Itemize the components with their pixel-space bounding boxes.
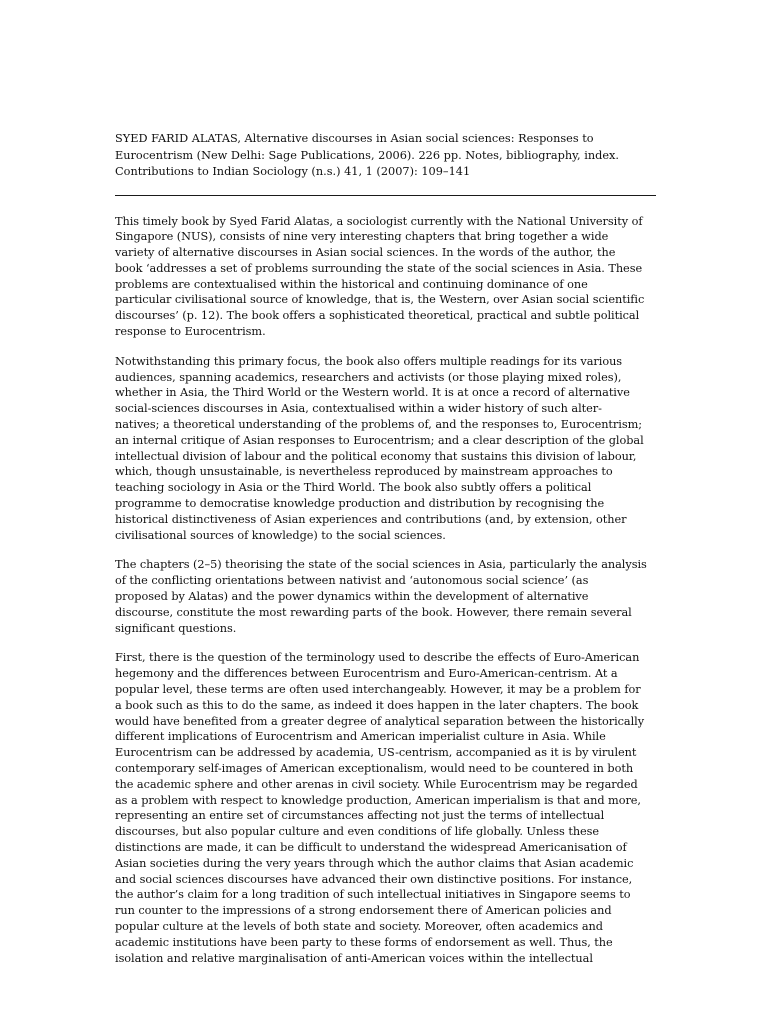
review-body [115, 214, 660, 967]
text-line: run counter to the impressions of a strong endorsement there of American policies and [115, 904, 612, 918]
text-line: discourses, but also popular culture and even conditions of life globally. Unless these [115, 825, 600, 839]
text-line: isolation and relative marginalisation of anti-American voices within the intellectual [115, 951, 593, 965]
text-line: variety of alternative discourses in Asian social sciences. In the words of the author, the [115, 246, 616, 260]
text-line: social-sciences discourses in Asia, contextualised within a wider history of such alter- [115, 402, 602, 416]
text-line: an internal critique of Asian responses to Eurocentrism; and a clear description of the global [115, 433, 644, 447]
text-line: popular culture at the levels of both state and society. Moreover, often academics and [115, 919, 603, 933]
citation-line: SYED FARID ALATAS, Alternative discourses in Asian social sciences: Responses to [115, 132, 594, 145]
text-line: as a problem with respect to knowledge production, American imperialism is that and more, [115, 793, 641, 807]
text-line: book ‘addresses a set of problems surrounding the state of the social sciences in Asia. These [115, 261, 643, 275]
review-paragraph-1 [115, 214, 660, 340]
text-line: First, there is the question of the terminology used to describe the effects of Euro-American [115, 651, 640, 665]
text-line: historical distinctiveness of Asian experiences and contributions (and, by extension, other [115, 512, 627, 526]
text-line: would have benefited from a greater degree of analytical separation between the historically [115, 714, 645, 728]
text-line: civilisational sources of knowledge) to the social sciences. [115, 528, 446, 542]
text-line: the author’s claim for a long tradition of such intellectual initiatives in Singapore seems to [115, 888, 631, 902]
text-line: discourses’ (p. 12). The book offers a sophisticated theoretical, practical and subtle political [115, 309, 640, 323]
text-line: The chapters (2–5) theorising the state of the social sciences in Asia, particularly the analysis [115, 558, 647, 572]
text-line: response to Eurocentrism. [115, 325, 266, 339]
horizontal-divider [115, 195, 656, 196]
citation-line: Eurocentrism (New Delhi: Sage Publications, 2006). 226 pp. Notes, bibliography, index. [115, 148, 619, 162]
text-line: Notwithstanding this primary focus, the book also offers multiple readings for its various [115, 354, 623, 368]
text-line: distinctions are made, it can be difficult to understand the widespread Americanisation of [115, 840, 627, 854]
text-line: which, though unsustainable, is nevertheless reproduced by mainstream approaches to [115, 465, 613, 479]
text-line: intellectual division of labour and the political economy that sustains this division of labour, [115, 449, 637, 463]
document-page [115, 131, 660, 980]
text-line: different implications of Eurocentrism and American imperialist culture in Asia. While [115, 730, 606, 744]
text-line: whether in Asia, the Third World or the Western world. It is at once a record of alternative [115, 386, 630, 400]
review-paragraph-3 [115, 557, 660, 636]
citation-line: Contributions to Indian Sociology (n.s.) 41, 1 (2007): 109–141 [115, 165, 471, 178]
text-line: contemporary self-images of American exceptionalism, would need to be countered in both [115, 762, 634, 775]
review-paragraph-4 [115, 650, 660, 966]
book-citation [115, 131, 660, 181]
text-line: and social sciences discourses have advanced their own distinctive positions. For instance, [115, 872, 633, 886]
text-line: Singapore (NUS), consists of nine very interesting chapters that bring together a wide [115, 230, 609, 244]
text-line: a book such as this to do the same, as indeed it does happen in the later chapters. The book [115, 698, 639, 712]
text-line: the academic sphere and other arenas in civil society. While Eurocentrism may be regarded [115, 777, 638, 791]
text-line: representing an entire set of circumstances affecting not just the terms of intellectual [115, 809, 605, 823]
text-line: Eurocentrism can be addressed by academia, US-centrism, accompanied as it is by virulent [115, 746, 637, 760]
text-line: programme to democratise knowledge production and distribution by recognising the [115, 497, 605, 511]
text-line: particular civilisational source of knowledge, that is, the Western, over Asian social scientific [115, 293, 645, 307]
text-line: audiences, spanning academics, researchers and activists (or those playing mixed roles), [115, 370, 622, 384]
text-line: teaching sociology in Asia or the Third World. The book also subtly offers a political [115, 481, 592, 495]
text-line: significant questions. [115, 621, 237, 635]
review-paragraph-2 [115, 354, 660, 544]
text-line: proposed by Alatas) and the power dynamics within the development of alternative [115, 590, 589, 604]
text-line: of the conflicting orientations between nativist and ‘autonomous social science’ (as [115, 574, 589, 588]
text-line: problems are contextualised within the historical and continuing dominance of one [115, 277, 588, 291]
text-line: natives; a theoretical understanding of the problems of, and the responses to, Eurocentrism; [115, 418, 643, 432]
text-line: hegemony and the differences between Eurocentrism and Euro-American-centrism. At a [115, 667, 618, 681]
text-line: Asian societies during the very years through which the author claims that Asian academic [115, 856, 634, 870]
text-line: popular level, these terms are often used interchangeably. However, it may be a problem for [115, 683, 641, 697]
text-line: This timely book by Syed Farid Alatas, a sociologist currently with the National University of [115, 214, 643, 228]
text-line: discourse, constitute the most rewarding parts of the book. However, there remain several [115, 605, 632, 619]
text-line: academic institutions have been party to these forms of endorsement as well. Thus, the [115, 935, 613, 949]
